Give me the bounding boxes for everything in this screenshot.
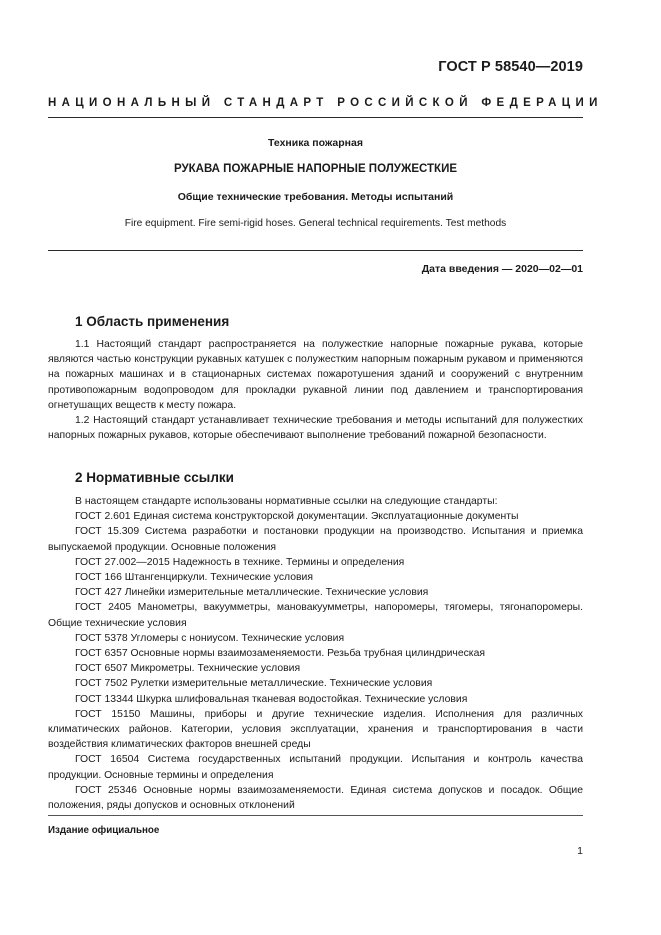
section-1-heading: 1 Область применения bbox=[75, 314, 230, 329]
standard-subtitle: Общие технические требования. Методы испытаний bbox=[177, 191, 454, 203]
standard-field: Техника пожарная bbox=[268, 137, 363, 149]
reference-item: ГОСТ 6507 Микрометры. Технические условия bbox=[75, 663, 301, 675]
reference-item: ГОСТ 7502 Рулетки измерительные металлические. Технические условия bbox=[75, 678, 433, 690]
reference-item: ГОСТ 15.309 Система разработки и постановки продукции на производство. Испытания и приемка выпускаемой продукции. Основные положения bbox=[48, 526, 583, 553]
reference-item: ГОСТ 16504 Система государственных испытаний продукции. Испытания и контроль качества продукции. Основные термины и определения bbox=[48, 754, 583, 781]
reference-item: ГОСТ 2405 Манометры, вакуумметры, мановакуумметры, напоромеры, тягомеры, тягонапоромеры. Общие технические условия bbox=[48, 602, 583, 629]
reference-item: ГОСТ 13344 Шкурка шлифовальная тканевая водостойкая. Технические условия bbox=[75, 693, 468, 705]
standard-english-title: Fire equipment. Fire semi-rigid hoses. General technical requirements. Test methods bbox=[124, 218, 507, 229]
section-2-body bbox=[48, 494, 583, 813]
introduction-date: Дата введения — 2020—02—01 bbox=[421, 263, 583, 275]
reference-item: ГОСТ 166 Штангенциркули. Технические условия bbox=[75, 572, 313, 584]
reference-item: ГОСТ 5378 Угломеры с нониусом. Технические условия bbox=[75, 632, 345, 644]
reference-item: ГОСТ 6357 Основные нормы взаимозаменяемости. Резьба трубная цилиндрическая bbox=[75, 648, 485, 660]
reference-item: ГОСТ 15150 Машины, приборы и другие технические изделия. Исполнения для различных климатических районов. Категории, условия эксплуатации, хранения и транспортирования в части воздействия климатических факторов внешней среды bbox=[48, 708, 583, 751]
footer-divider bbox=[48, 815, 583, 816]
standard-name: РУКАВА ПОЖАРНЫЕ НАПОРНЫЕ ПОЛУЖЕСТКИЕ bbox=[173, 163, 458, 175]
section-2-heading: 2 Нормативные ссылки bbox=[75, 470, 234, 485]
title-divider bbox=[48, 250, 583, 251]
official-edition-note: Издание официальное bbox=[48, 825, 160, 836]
document-number: ГОСТ Р 58540—2019 bbox=[438, 59, 583, 75]
reference-item: ГОСТ 25346 Основные нормы взаимозаменяемости. Единая система допусков и посадок. Общие положения, ряды допусков и основных отклонений bbox=[48, 784, 583, 812]
reference-item: ГОСТ 2.601 Единая система конструкторской документации. Эксплуатационные документы bbox=[75, 511, 519, 523]
page-number: 1 bbox=[577, 845, 583, 857]
reference-item: ГОСТ 27.002—2015 Надежность в технике. Термины и определения bbox=[75, 556, 405, 568]
top-divider bbox=[48, 117, 583, 118]
paragraph-1-2: 1.2 Настоящий стандарт устанавливает технические требования и методы испытаний для полужестких напорных пожарных рукавов, которые обеспечивают выполнение требований пожарной безопасности. bbox=[48, 415, 583, 442]
paragraph-1-1: 1.1 Настоящий стандарт распространяется на полужесткие напорные пожарные рукава, которые являются частью конструкции рукавных катушек с полужестким напорным пожарным рукавом и применяются на пожарных машинах и в стационарных системах пожаротушения зданий и сооружений с внутренним противопожарным водопроводом для прокладки рукавной линии под давлением и транспортирования огнетушащих веществ к месту пожара. bbox=[48, 339, 583, 411]
national-standard-title: НАЦИОНАЛЬНЫЙ СТАНДАРТ РОССИЙСКОЙ ФЕДЕРАЦИИ bbox=[48, 97, 603, 109]
reference-item: ГОСТ 427 Линейки измерительные металлические. Технические условия bbox=[75, 587, 429, 599]
section-1-body bbox=[48, 337, 583, 443]
references-intro: В настоящем стандарте использованы нормативные ссылки на следующие стандарты: bbox=[75, 496, 498, 507]
